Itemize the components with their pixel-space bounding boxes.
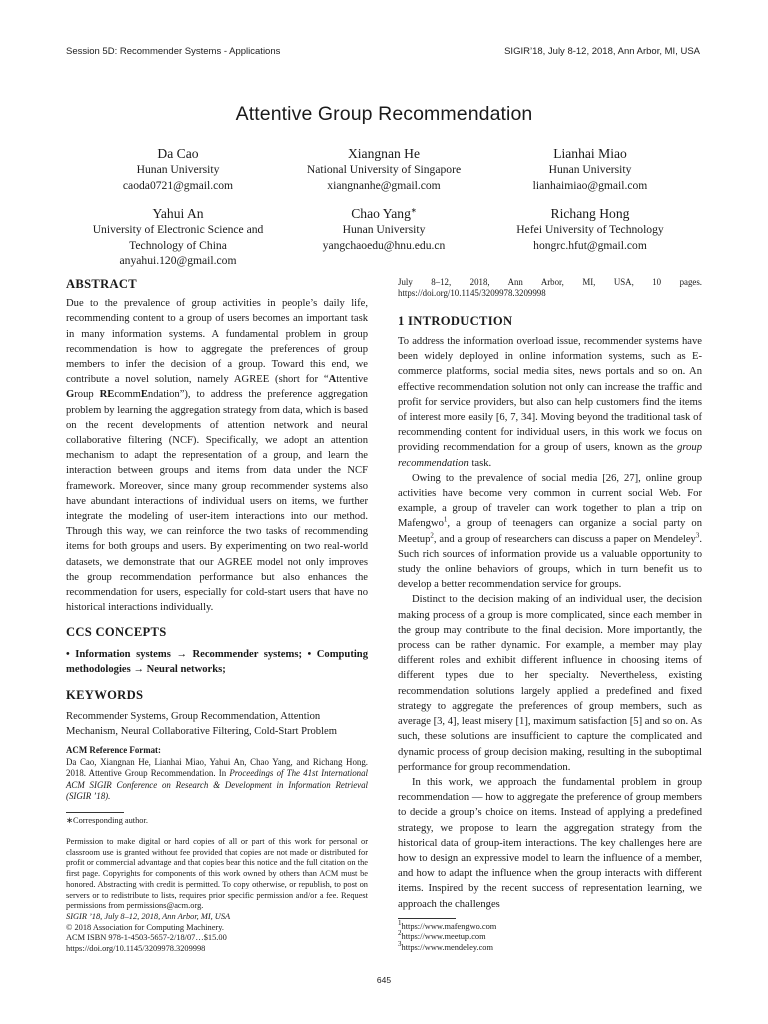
intro-paragraph-4: In this work, we approach the fundamental problem in group recommendation — how to aggregate the preference of group members to decide a group’s choice on items. Instead of applying a predefined strategy, we propose to learn the aggregation strategy from the historical data of group-item interactions. The key challenges here are how to design an expressive model to learn the influence of a member, and how to adapt the influence when the group interacts with different items. Inspired by the recent success of representation learning, we approach the challenges bbox=[398, 776, 702, 910]
author-affiliation: Hunan University bbox=[342, 223, 426, 236]
doi-line: https://doi.org/10.1145/3209978.3209998 bbox=[66, 944, 206, 954]
footnote-rule bbox=[66, 812, 124, 813]
acm-ref-label: ACM Reference Format: bbox=[66, 745, 161, 756]
intro-paragraph-3: Distinct to the decision making of an individual user, the decision making process of a group is more complicated, since each member in the group may contribute to the final decision. More importantly, the process can be rather dynamic. For example, a member may play different roles and exhibit different influence in choosing items of different types due to her specialty. Nevertheless, existing recommendation solutions largely applied a predefined and fixed strategy to aggregate the preferences of group members, such as average [3, 4], least misery [1], maximum satisfaction [5] and so on. As such, these solutions are insufficient to capture the complicated and dynamic process of group decision making, resulting in the suboptimal performance for group recommendation. bbox=[398, 594, 702, 773]
author-email: caoda0721@gmail.com bbox=[122, 178, 234, 192]
author-affiliation: Hunan University bbox=[548, 163, 632, 176]
author-affiliation: University of Electronic Science and bbox=[92, 223, 264, 236]
corresponding-mark: ∗ bbox=[410, 206, 417, 215]
author-block bbox=[269, 145, 499, 193]
author-name: Da Cao bbox=[157, 146, 199, 161]
ccs-heading: CCS CONCEPTS bbox=[66, 625, 167, 640]
isbn-line: ACM ISBN 978-1-4503-5657-2/18/07…$15.00 bbox=[66, 933, 227, 943]
author-email: lianhaimiao@gmail.com bbox=[532, 178, 648, 192]
author-email: yangchaoedu@hnu.edu.cn bbox=[322, 238, 446, 252]
author-email: xiangnanhe@gmail.com bbox=[327, 178, 441, 192]
corresponding-note: ∗Corresponding author. bbox=[66, 816, 148, 826]
right-column bbox=[398, 277, 702, 954]
acm-ref-continued: July 8–12, 2018, Ann Arbor, MI, USA, 10 pages. https://doi.org/10.1145/3209978.3209998 bbox=[398, 277, 702, 299]
author-name: Richang Hong bbox=[550, 206, 630, 221]
author-affiliation: Technology of China bbox=[129, 238, 227, 252]
page-number: 645 bbox=[376, 975, 392, 985]
introduction-heading: 1 INTRODUCTION bbox=[398, 313, 513, 328]
abstract-heading: ABSTRACT bbox=[66, 277, 137, 291]
keywords-text: Recommender Systems, Group Recommendation, Attention Mechanism, Neural Collaborative Filtering, Cold-Start Problem bbox=[66, 710, 337, 738]
permission-text: Permission to make digital or hard copies of all or part of this work for personal or classroom use is granted without fee provided that copies are not made or distributed for profit or commercial advantage and that copies bear this notice and the full citation on the first page. Copyrights for components of this work owned by others than ACM must be honored. Abstracting with credit is permitted. To copy otherwise, or republish, to post on servers or to redistribute to lists, requires prior specific permission and/or a fee. Request permissions from permissions@acm.org. bbox=[66, 837, 368, 911]
author-name: Lianhai Miao bbox=[553, 146, 627, 161]
author-block bbox=[475, 205, 705, 253]
author-email: hongrc.hfut@gmail.com bbox=[533, 238, 647, 252]
running-header-right: SIGIR’18, July 8-12, 2018, Ann Arbor, MI, USA bbox=[504, 46, 700, 57]
abstract-text: Due to the prevalence of group activities in people’s daily life, recommending content to a group of users becomes an important task in many information systems. A fundamental problem in group recommendation is how to aggregate the preferences of group members to infer the decision of a group. Toward this end, we contribute a novel solution, namely AGREE (short for “Attentive Group REcommEndation”), to address the preference aggregation problem by learning the aggregation strategy from data, which is based on the recent developments of attention network and neural collaborative filtering (NCF). Specifically, we adopt an attention mechanism to adapt the representation of a group, and learn the interaction between groups and items from data under the NCF framework. Moreover, since many group recommender systems also have abundant interactions of individual users on items, we further integrate the modeling of user-item interactions into our method. Through this way, we can reinforce the two tasks of recommending items for both groups and users. By experimenting on two real-world datasets, we demonstrate that our AGREE model not only improves the group recommendation performance but also enhances the recommendation for users, especially for cold-start users that have no historical interactions individually. bbox=[66, 298, 368, 614]
intro-paragraph-1: To address the information overload issue, recommender systems have been widely deployed in online information systems, such as E-commerce platforms, social media sites, news portals and so on. An effective recommendation solution not only can increase the traffic and profit for service providers, but also can help customers find the items of interest more easily [6, 7, 34]. Moving beyond the traditional task of recommending content for individual users, in this work we focus on providing recommendation for a group of users, known as the group recommendation task. bbox=[398, 336, 702, 469]
running-header-left: Session 5D: Recommender Systems - Applications bbox=[66, 46, 281, 57]
keywords-heading: KEYWORDS bbox=[66, 687, 144, 702]
author-affiliation: Hunan University bbox=[136, 163, 220, 176]
intro-paragraph-2: Owing to the prevalence of social media [26, 27], online group activities have become very common in current social Web. For example, a group of traveler can work together to plan a trip on Mafengwo$^1$, a group of teenagers can organize a social party on Meetup$^2$, and a group of researchers can discuss a paper on Mendeley$^3$. Such rich sources of information provide us a valuable opportunity to study the online behaviors of groups, which in turn benefit us to develop a better recommendation service for groups. bbox=[398, 472, 702, 591]
author-email: anyahui.120@gmail.com bbox=[119, 254, 237, 267]
footnote: $^2$https://www.meetup.com bbox=[398, 929, 486, 942]
paper-title: Attentive Group Recommendation bbox=[235, 103, 533, 125]
conference-line: SIGIR ’18, July 8–12, 2018, Ann Arbor, MI, USA bbox=[66, 911, 231, 921]
author-name: Chao Yang∗ bbox=[351, 206, 417, 221]
author-affiliation: Hefei University of Technology bbox=[516, 223, 664, 236]
left-column bbox=[66, 277, 368, 955]
author-affiliation: National University of Singapore bbox=[306, 163, 462, 176]
footnote: $^3$https://www.mendeley.com bbox=[398, 940, 493, 953]
footnote: $^1$https://www.mafengwo.com bbox=[398, 918, 497, 931]
author-block bbox=[63, 205, 293, 269]
author-block bbox=[475, 145, 705, 193]
copyright-line: © 2018 Association for Computing Machinery. bbox=[66, 922, 224, 932]
author-name: Yahui An bbox=[152, 206, 204, 221]
author-block bbox=[63, 145, 293, 193]
author-name: Xiangnan He bbox=[347, 146, 421, 161]
acm-ref-text: Da Cao, Xiangnan He, Lianhai Miao, Yahui An, Chao Yang, and Richang Hong. 2018. Attentive Group Recommendation. In Proceedings of The 41st International ACM SIGIR Conference on Research & Development in Information Retrieval (SIGIR ’18). bbox=[66, 756, 368, 801]
ccs-concepts: • Information systems → Recommender systems; • Computing methodologies → Neural networks; bbox=[66, 648, 368, 675]
author-block bbox=[269, 205, 499, 253]
footnote-rule bbox=[398, 918, 456, 919]
